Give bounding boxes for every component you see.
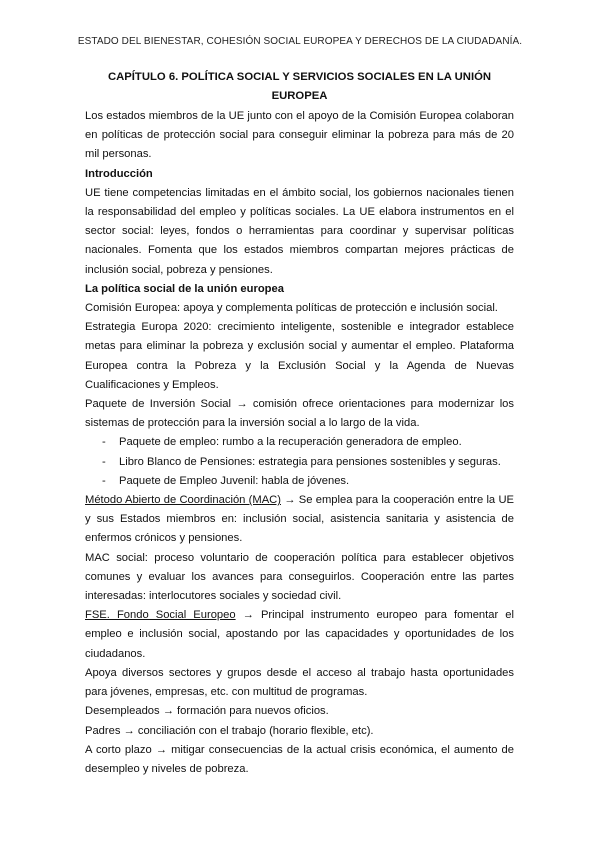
- mac-paragraph: [85, 491, 514, 549]
- fse-label: FSE. Fondo Social Europeo: [85, 609, 236, 622]
- list-item: [85, 453, 514, 472]
- apoya-paragraph: Apoya diversos sectores y grupos desde el acceso al trabajo hasta oportunidades para jóvenes, empresas, etc. con multitud de programas.: [85, 666, 514, 699]
- fse-paragraph: [85, 606, 514, 664]
- page-content: [85, 68, 514, 779]
- chapter-title: CAPÍTULO 6. POLÍTICA SOCIAL Y SERVICIOS SOCIALES EN LA UNIÓN EUROPEA: [107, 71, 492, 102]
- paquete-inversion-paragraph: Paquete de Inversión Social → comisión ofrece orientaciones para modernizar los sistemas de protección para la inversión social a lo largo de la vida.: [85, 398, 514, 430]
- bullet-dash: -: [102, 455, 106, 468]
- desempleados-paragraph: Desempleados → formación para nuevos oficios.: [85, 705, 329, 718]
- intro-paragraph: Los estados miembros de la UE junto con el apoyo de la Comisión Europea colaboran en políticas de protección social para conseguir eliminar la pobreza para más de 20 mil personas.: [85, 110, 514, 161]
- comision-europea-paragraph: Comisión Europea: apoya y complementa políticas de protección e inclusión social.: [85, 302, 498, 315]
- fse-text: → Principal instrumento europeo para fomentar el empleo e inclusión social, apostando por las capacidades y oportunidades de los ciudadanos.: [85, 609, 514, 660]
- padres-paragraph: Padres → conciliación con el trabajo (horario flexible, etc).: [85, 724, 374, 737]
- mac-label: Método Abierto de Coordinación (MAC): [85, 494, 281, 507]
- section-heading-introduccion: Introducción: [85, 167, 153, 180]
- list-item-text: Libro Blanco de Pensiones: estrategia para pensiones sostenibles y seguras.: [119, 455, 501, 468]
- list-item-text: Paquete de empleo: rumbo a la recuperación generadora de empleo.: [119, 436, 462, 449]
- mac-social-paragraph: MAC social: proceso voluntario de cooperación política para establecer objetivos comunes y evaluar los avances para conseguirlos. Cooperación entre las partes interesadas: interlocutores sociales y sociedad civil.: [85, 551, 514, 603]
- section-heading-politica-social: La política social de la unión europea: [85, 282, 284, 295]
- list-item: [85, 433, 514, 452]
- estrategia-europa-paragraph: Estrategia Europa 2020: crecimiento inteligente, sostenible e integrador establece metas para eliminar la pobreza y exclusión social y aumentar el empleo. Plataforma Europea contra la Pobreza y la Exclusión Social y la Agenda de Nuevas Cualificaciones y Empleos.: [85, 321, 514, 391]
- introduccion-body: UE tiene competencias limitadas en el ámbito social, los gobiernos nacionales tienen la responsabilidad del empleo y políticas sociales. La UE elabora instrumentos en el sector social: leyes, fondos o herramientas para coordinar y supervisar políticas nacionales. Fomenta que los estados miembros compartan mejores prácticas de inclusión social, pobreza y pensiones.: [85, 186, 514, 276]
- list-item-text: Paquete de Empleo Juvenil: habla de jóvenes.: [119, 474, 350, 487]
- list-item: [85, 472, 514, 491]
- bullet-dash: -: [102, 436, 106, 449]
- corto-plazo-paragraph: A corto plazo → mitigar consecuencias de la actual crisis económica, el aumento de desempleo y niveles de pobreza.: [85, 743, 514, 775]
- paquete-bullet-list: [85, 433, 514, 491]
- running-header: ESTADO DEL BIENESTAR, COHESIÓN SOCIAL EUROPEA Y DERECHOS DE LA CIUDADANÍA.: [77, 36, 523, 47]
- mac-text: → Se emplea para la cooperación entre la UE y sus Estados miembros en: inclusión social, asistencia sanitaria y asistencia de enfermos crónicos y pensiones.: [85, 494, 514, 545]
- bullet-dash: -: [102, 474, 106, 487]
